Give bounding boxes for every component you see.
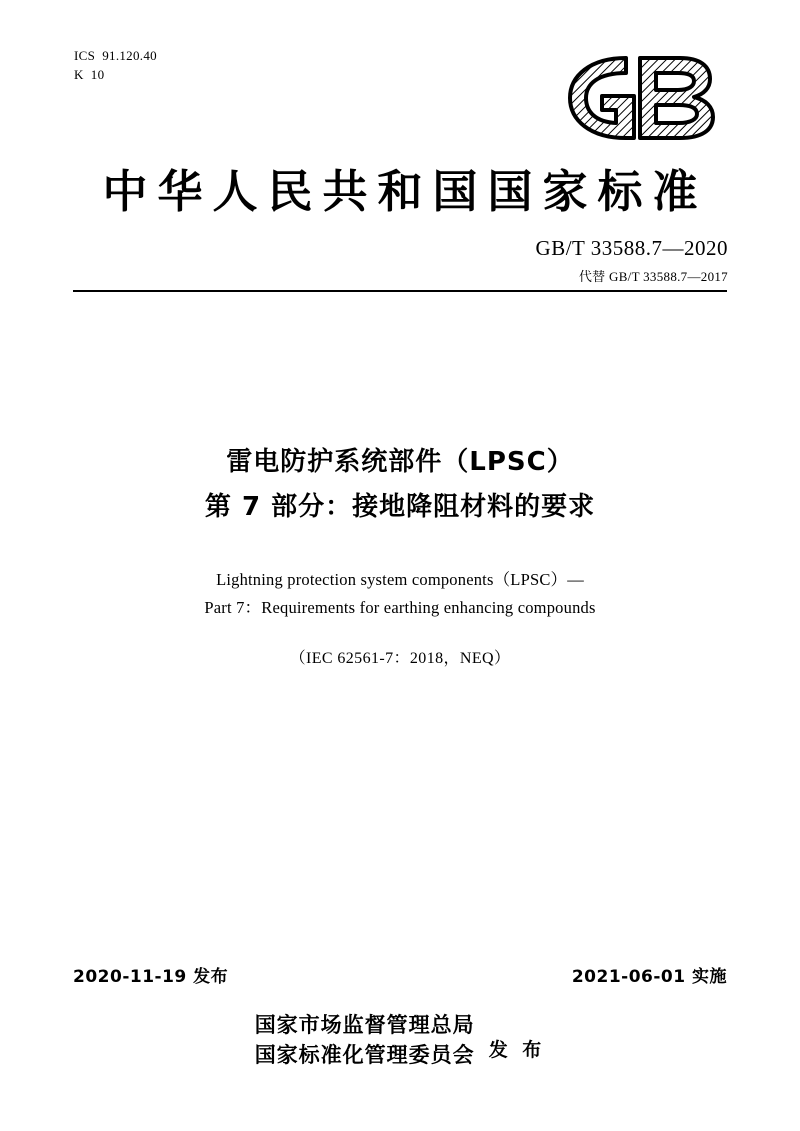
standard-number-block bbox=[328, 236, 728, 285]
standard-code: GB/T 33588.7—2020 bbox=[535, 236, 728, 260]
publisher-org-line1: 国家市场监督管理总局 bbox=[254, 1013, 475, 1037]
issue-date: 2020-11-19 发布 bbox=[73, 967, 229, 987]
publisher-block bbox=[0, 1010, 800, 1070]
page-title: 中华人民共和国国家标准 bbox=[102, 165, 708, 218]
header-divider bbox=[73, 290, 727, 292]
title-chinese bbox=[0, 440, 800, 530]
ccs-code: K 10 bbox=[74, 67, 105, 82]
ics-code: ICS 91.120.40 bbox=[74, 48, 157, 63]
gb-logo-icon bbox=[548, 50, 728, 146]
publisher-org-line2: 国家标准化管理委员会 bbox=[254, 1043, 475, 1067]
ics-classification-block bbox=[74, 46, 157, 84]
title-chinese-line2: 第 7 部分：接地降阻材料的要求 bbox=[204, 492, 596, 522]
title-chinese-line1: 雷电防护系统部件（LPSC） bbox=[226, 447, 574, 477]
dates-row bbox=[73, 962, 727, 987]
iec-reference: （IEC 62561-7：2018，NEQ） bbox=[289, 650, 511, 667]
title-english bbox=[0, 566, 800, 622]
standard-replaces: 代替 GB/T 33588.7—2017 bbox=[578, 269, 728, 284]
implement-date: 2021-06-01 实施 bbox=[571, 967, 727, 987]
title-english-line1: Lightning protection system components（LPSC）— bbox=[216, 570, 584, 589]
publisher-issue-label: 发 布 bbox=[488, 1038, 546, 1061]
publisher-organizations bbox=[255, 1010, 475, 1070]
title-english-line2: Part 7：Requirements for earthing enhancing compounds bbox=[204, 598, 596, 617]
